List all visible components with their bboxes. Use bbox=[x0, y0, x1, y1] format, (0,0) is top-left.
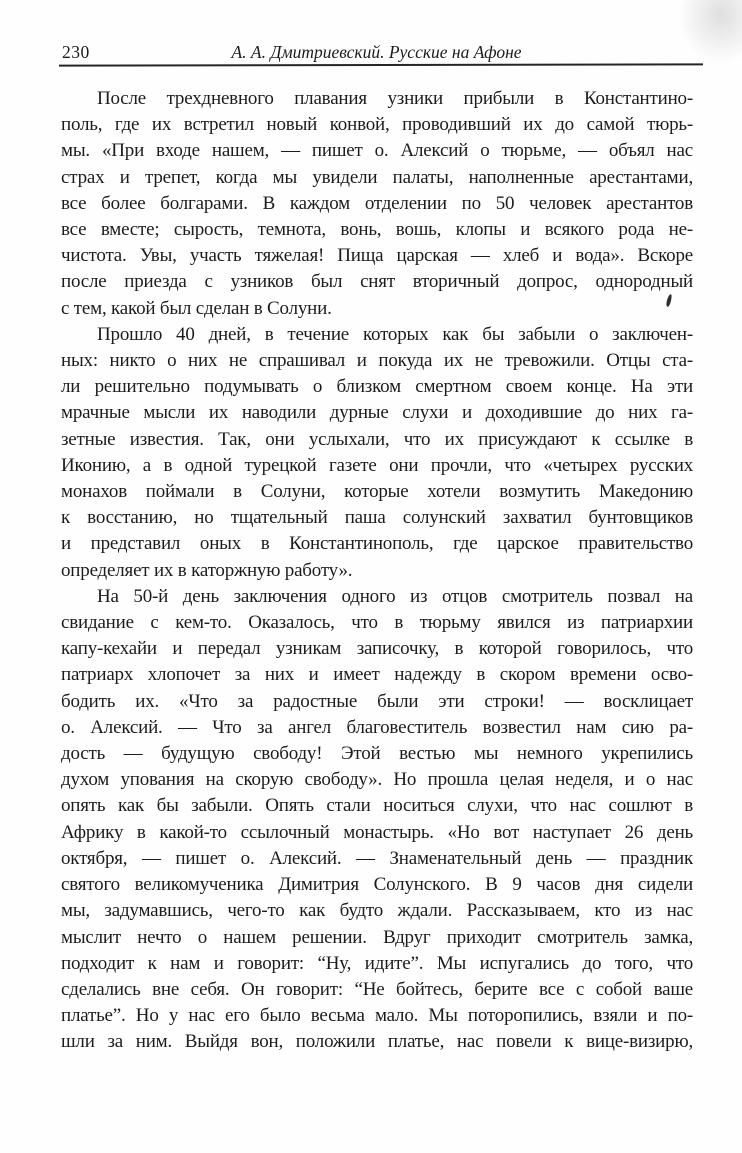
running-title: А. А. Дмитриевский. Русские на Афоне bbox=[231, 42, 522, 62]
text-line: сделались вне себя. Он говорит: “Не бойтесь, берите все с собой ваше bbox=[61, 978, 693, 1000]
text-line: духом упования на скорую свободу». Но прошла целая неделя, и о нас bbox=[61, 769, 693, 791]
text-line: мрачные мысли их наводили дурные слухи и доходившие до них га- bbox=[61, 402, 693, 424]
text-line: и представил оных в Константинополь, где царское правительство bbox=[61, 533, 693, 555]
text-line: ли решительно подумывать о близком смертном своем конце. На эти bbox=[61, 376, 693, 398]
paragraph bbox=[61, 86, 693, 322]
text-line: ных: никто о них не спрашивал и покуда их не тревожили. Отцы ста- bbox=[61, 350, 693, 372]
text-line: мыслит нечто о нашем решении. Вдруг приходит смотритель замка, bbox=[61, 926, 693, 948]
text-line: патриарх хлопочет за них и имеет надежду в скором времени осво- bbox=[61, 664, 693, 686]
paragraph bbox=[61, 322, 693, 584]
text-line: октября, — пишет о. Алексий. — Знаменательный день — праздник bbox=[61, 847, 693, 869]
text-line: опять как бы забыли. Опять стали носиться слухи, что нас сошлют в bbox=[61, 795, 693, 817]
text-line: подходит к нам и говорит: “Ну, идите”. Мы испугались до того, что bbox=[61, 952, 693, 974]
text-line: мы, задумавшись, чего-то как будто ждали. Рассказываем, кто из нас bbox=[61, 900, 693, 922]
text-line: к восстанию, но тщательный паша солунский захватил бунтовщиков bbox=[61, 507, 693, 529]
text-line: Прошло 40 дней, в течение которых как бы забыли о заключен- bbox=[97, 323, 693, 345]
page-header bbox=[60, 41, 693, 63]
text-line: поль, где их встретил новый конвой, проводивший их до самой тюрь- bbox=[61, 114, 693, 136]
text-line: чистота. Увы, участь тяжелая! Пища царская — хлеб и вода». Вскоре bbox=[61, 245, 693, 267]
scan-smudge-artifact bbox=[678, 0, 742, 64]
text-line: страх и трепет, когда мы увидели палаты, наполненные арестантами, bbox=[61, 166, 693, 188]
text-line: монахов поймали в Солуни, которые хотели возмутить Македонию bbox=[61, 481, 693, 503]
text-line: о. Алексий. — Что за ангел благовеститель возвестил нам сию ра- bbox=[61, 716, 693, 738]
text-line: После трехдневного плавания узники прибыли в Константино- bbox=[97, 88, 693, 109]
text-line: свидание с кем-то. Оказалось, что в тюрьму явился из патриархии bbox=[61, 612, 693, 634]
text-line: все более болгарами. В каждом отделении по 50 человек арестантов bbox=[61, 192, 693, 214]
text-line: святого великомученика Димитрия Солунского. В 9 часов дня сидели bbox=[61, 874, 693, 896]
text-line: все вместе; сырость, темнота, вонь, вошь, клопы и всякого рода не- bbox=[61, 219, 693, 241]
text-line: платье”. Но у нас его было весьма мало. Мы поторопились, взяли и по- bbox=[61, 1005, 693, 1027]
text-line: определяет их в каторжную работу». bbox=[61, 559, 353, 581]
text-line: шли за ним. Выйдя вон, положили платье, нас повели к вице-визирю, bbox=[61, 1031, 693, 1053]
text-line: после приезда с узников был снят вторичный допрос, однородный bbox=[61, 271, 693, 293]
text-line: с тем, какой был сделан в Солуни. bbox=[61, 297, 332, 319]
text-line: дость — будущую свободу! Этой вестью мы немного укрепились bbox=[61, 743, 693, 765]
page-number: 230 bbox=[62, 42, 90, 62]
text-line: мы. «При входе нашем, — пишет о. Алексий о тюрьме, — объял нас bbox=[61, 140, 693, 162]
page-body bbox=[61, 86, 693, 1056]
text-line: На 50-й день заключения одного из отцов смотритель позвал на bbox=[97, 585, 693, 607]
text-line: зетные известия. Так, они услыхали, что их присуждают к ссылке в bbox=[61, 428, 693, 450]
text-line: Иконию, а в одной турецкой газете они прочли, что «четырех русских bbox=[61, 454, 693, 476]
text-line: капу-кехайи и передал узникам записочку, в которой говорилось, что bbox=[61, 638, 693, 660]
text-line: бодить их. «Что за радостные были эти строки! — восклицает bbox=[61, 690, 693, 712]
text-line: Африку в какой-то ссылочный монастырь. «Но вот наступает 26 день bbox=[61, 821, 693, 843]
header-rule bbox=[59, 63, 703, 66]
paragraph bbox=[61, 584, 693, 1056]
